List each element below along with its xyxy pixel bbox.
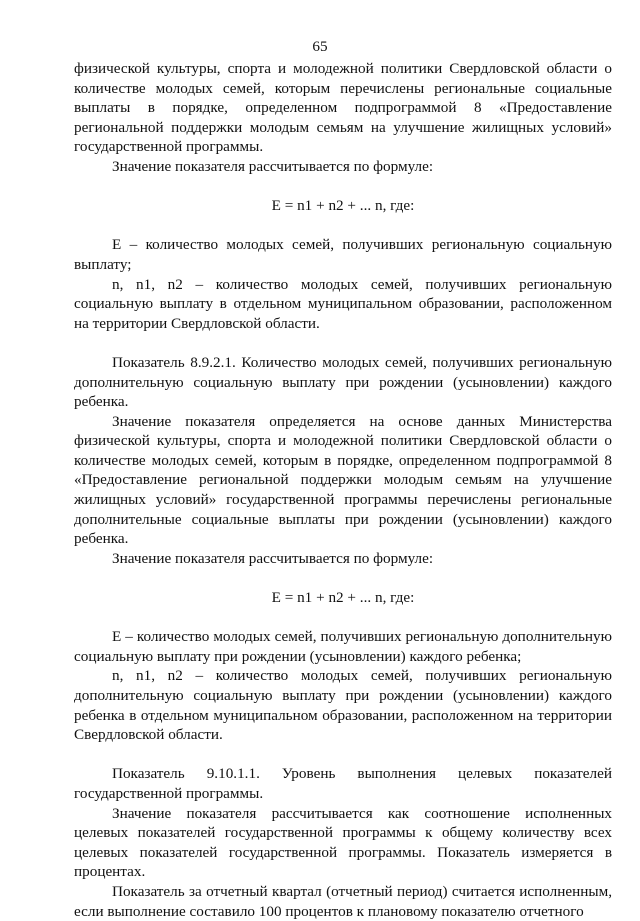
paragraph: Показатель 9.10.1.1. Уровень выполнения целевых показателей государственной программы. [74,765,612,802]
spacer [74,745,612,765]
paragraph: Показатель за отчетный квартал (отчетный период) считается исполненным, если выполнение составило 100 процентов к плановому показателю отчетного [74,882,612,920]
paragraph: E – количество молодых семей, получивших региональную дополнительную социальную выплату при рождении (усыновлении) каждого ребенка; [74,628,612,665]
formula: E = n1 + n2 + ... n, где: [271,197,415,215]
paragraph: n, n1, n2 – количество молодых семей, получивших региональную дополнительную социальную выплату при рождении (усыновлении) каждого ребенка в отдельном муниципальном образовании, расположенном на территории Свердловской области. [74,667,612,744]
document-body [74,59,612,921]
spacer [74,333,612,353]
paragraph: Значение показателя рассчитывается по формуле: [112,549,434,567]
spacer [74,568,612,588]
spacer [74,608,612,628]
formula: E = n1 + n2 + ... n, где: [271,589,415,607]
paragraph: Значение показателя определяется на основе данных Министерства физической культуры, спорта и молодежной политики Свердловской области о количестве молодых семей, которым в порядке, определенном подпрограммой 8 «Предоставление региональной поддержки молодым семьям на улучшение жилищных условий» государственной программы перечислены региональные дополнительные социальные выплаты при рождении (усыновлении) каждого ребенка. [74,412,612,548]
paragraph: E – количество молодых семей, получивших региональную социальную выплату; [74,236,612,273]
paragraph: Показатель 8.9.2.1. Количество молодых семей, получивших региональную дополнительную социальную выплату при рождении (усыновлении) каждого ребенка. [74,353,612,411]
paragraph: n, n1, n2 – количество молодых семей, получивших региональную социальную выплату в отдельном муниципальном образовании, расположенном на территории Свердловской области. [74,275,612,332]
spacer [74,177,612,197]
paragraph: Значение показателя рассчитывается по формуле: [112,157,434,175]
page-number: 65 [312,38,328,55]
spacer [74,216,612,236]
paragraph: Значение показателя рассчитывается как соотношение исполненных целевых показателей государственной программы к общему количеству всех целевых показателей государственной программы. Показатель измеряется в процентах. [74,804,612,881]
paragraph: физической культуры, спорта и молодежной политики Свердловской области о количестве молодых семей, которым перечислены региональные социальные выплаты в порядке, определенном подпрограммой 8 «Предоставление региональной поддержки молодым семьям на улучшение жилищных условий» государственной программы. [74,60,612,156]
